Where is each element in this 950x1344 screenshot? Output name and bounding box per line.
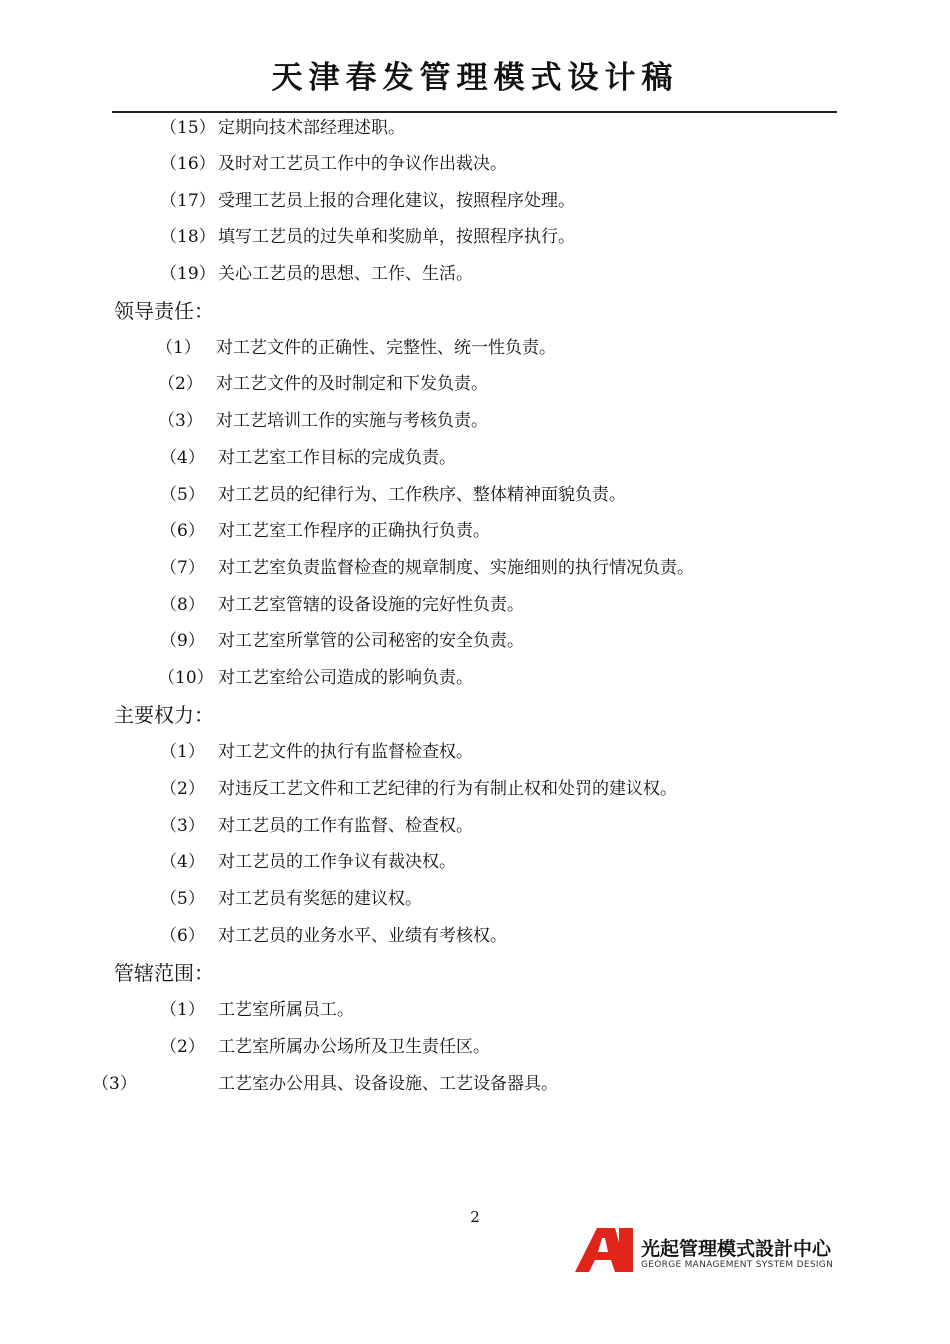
list-item-text: 关心工艺员的思想、工作、生活。 bbox=[218, 264, 473, 284]
list-item-text: 对工艺室管辖的设备设施的完好性负责。 bbox=[218, 595, 524, 615]
list-item-text: 对工艺室工作程序的正确执行负责。 bbox=[218, 521, 490, 541]
list-item-text: 及时对工艺员工作中的争议作出裁决。 bbox=[218, 154, 507, 174]
page-number: 2 bbox=[470, 1208, 480, 1226]
list-item-text: 工艺室所属办公场所及卫生责任区。 bbox=[218, 1037, 490, 1057]
list-item-text: 对工艺员的工作有监督、检查权。 bbox=[218, 816, 473, 836]
list-item-text: 对工艺室负责监督检查的规章制度、实施细则的执行情况负责。 bbox=[218, 558, 694, 578]
list-item-text: 对工艺培训工作的实施与考核负责。 bbox=[216, 411, 488, 431]
list-item-text: 对工艺文件的正确性、完整性、统一性负责。 bbox=[216, 338, 556, 358]
list-item-number: （3） bbox=[158, 411, 203, 431]
list-item-number: （2） bbox=[160, 779, 205, 799]
list-item-number: （19） bbox=[160, 264, 216, 284]
list-item-number: （1） bbox=[160, 1000, 205, 1020]
list-item-number: （9） bbox=[160, 631, 205, 651]
header-divider bbox=[112, 111, 837, 113]
list-item-number: （5） bbox=[160, 889, 205, 909]
company-logo bbox=[575, 1226, 845, 1276]
list-item-text: 工艺室所属员工。 bbox=[218, 1000, 354, 1020]
list-item-number: （2） bbox=[158, 374, 203, 394]
list-item-text: 对工艺文件的执行有监督检查权。 bbox=[218, 742, 473, 762]
section-heading-scope: 管辖范围： bbox=[114, 961, 214, 985]
list-item-text: 定期向技术部经理述职。 bbox=[218, 118, 405, 138]
list-item-number: （1） bbox=[156, 338, 201, 358]
list-item-text: 受理工艺员上报的合理化建议，按照程序处理。 bbox=[218, 191, 575, 211]
list-item-text: 填写工艺员的过失单和奖励单，按照程序执行。 bbox=[218, 227, 575, 247]
logo-chinese-text: 光起管理模式設計中心 bbox=[641, 1238, 832, 1260]
logo-a-icon bbox=[575, 1228, 635, 1272]
list-item-number: （4） bbox=[160, 852, 205, 872]
list-item-number: （6） bbox=[160, 521, 205, 541]
list-item-text: 对工艺文件的及时制定和下发负责。 bbox=[216, 374, 488, 394]
list-item-number: （5） bbox=[160, 485, 205, 505]
list-item-number: （15） bbox=[160, 118, 216, 138]
list-item-number: （3） bbox=[160, 816, 205, 836]
list-item-number: （2） bbox=[160, 1037, 205, 1057]
list-item-number: （17） bbox=[160, 191, 216, 211]
logo-english-text: GEORGE MANAGEMENT SYSTEM DESIGN bbox=[641, 1260, 834, 1270]
list-item-number: （8） bbox=[160, 595, 205, 615]
document-header-title: 天津春发管理模式设计稿 bbox=[271, 60, 679, 96]
section-heading-powers: 主要权力： bbox=[114, 703, 214, 727]
list-item-number: （7） bbox=[160, 558, 205, 578]
list-item-text: 对工艺员的工作争议有裁决权。 bbox=[218, 852, 456, 872]
list-item-text: 对违反工艺文件和工艺纪律的行为有制止权和处罚的建议权。 bbox=[218, 779, 677, 799]
list-item-number: （10） bbox=[158, 668, 214, 688]
list-item-number: （6） bbox=[160, 926, 205, 946]
list-item-text: 对工艺员的纪律行为、工作秩序、整体精神面貌负责。 bbox=[218, 485, 626, 505]
list-item-number: （16） bbox=[160, 154, 216, 174]
list-item-text: 对工艺员的业务水平、业绩有考核权。 bbox=[218, 926, 507, 946]
list-item-number: （18） bbox=[160, 227, 216, 247]
list-item-text: 对工艺室工作目标的完成负责。 bbox=[218, 448, 456, 468]
list-item-text: 对工艺员有奖惩的建议权。 bbox=[218, 889, 422, 909]
list-item-number: （3） bbox=[92, 1074, 137, 1094]
list-item-number: （4） bbox=[160, 448, 205, 468]
list-item-number: （1） bbox=[160, 742, 205, 762]
list-item-text: 对工艺室给公司造成的影响负责。 bbox=[218, 668, 473, 688]
list-item-text: 工艺室办公用具、设备设施、工艺设备器具。 bbox=[218, 1074, 558, 1094]
list-item-text: 对工艺室所掌管的公司秘密的安全负责。 bbox=[218, 631, 524, 651]
section-heading-leadership: 领导责任： bbox=[114, 299, 214, 323]
